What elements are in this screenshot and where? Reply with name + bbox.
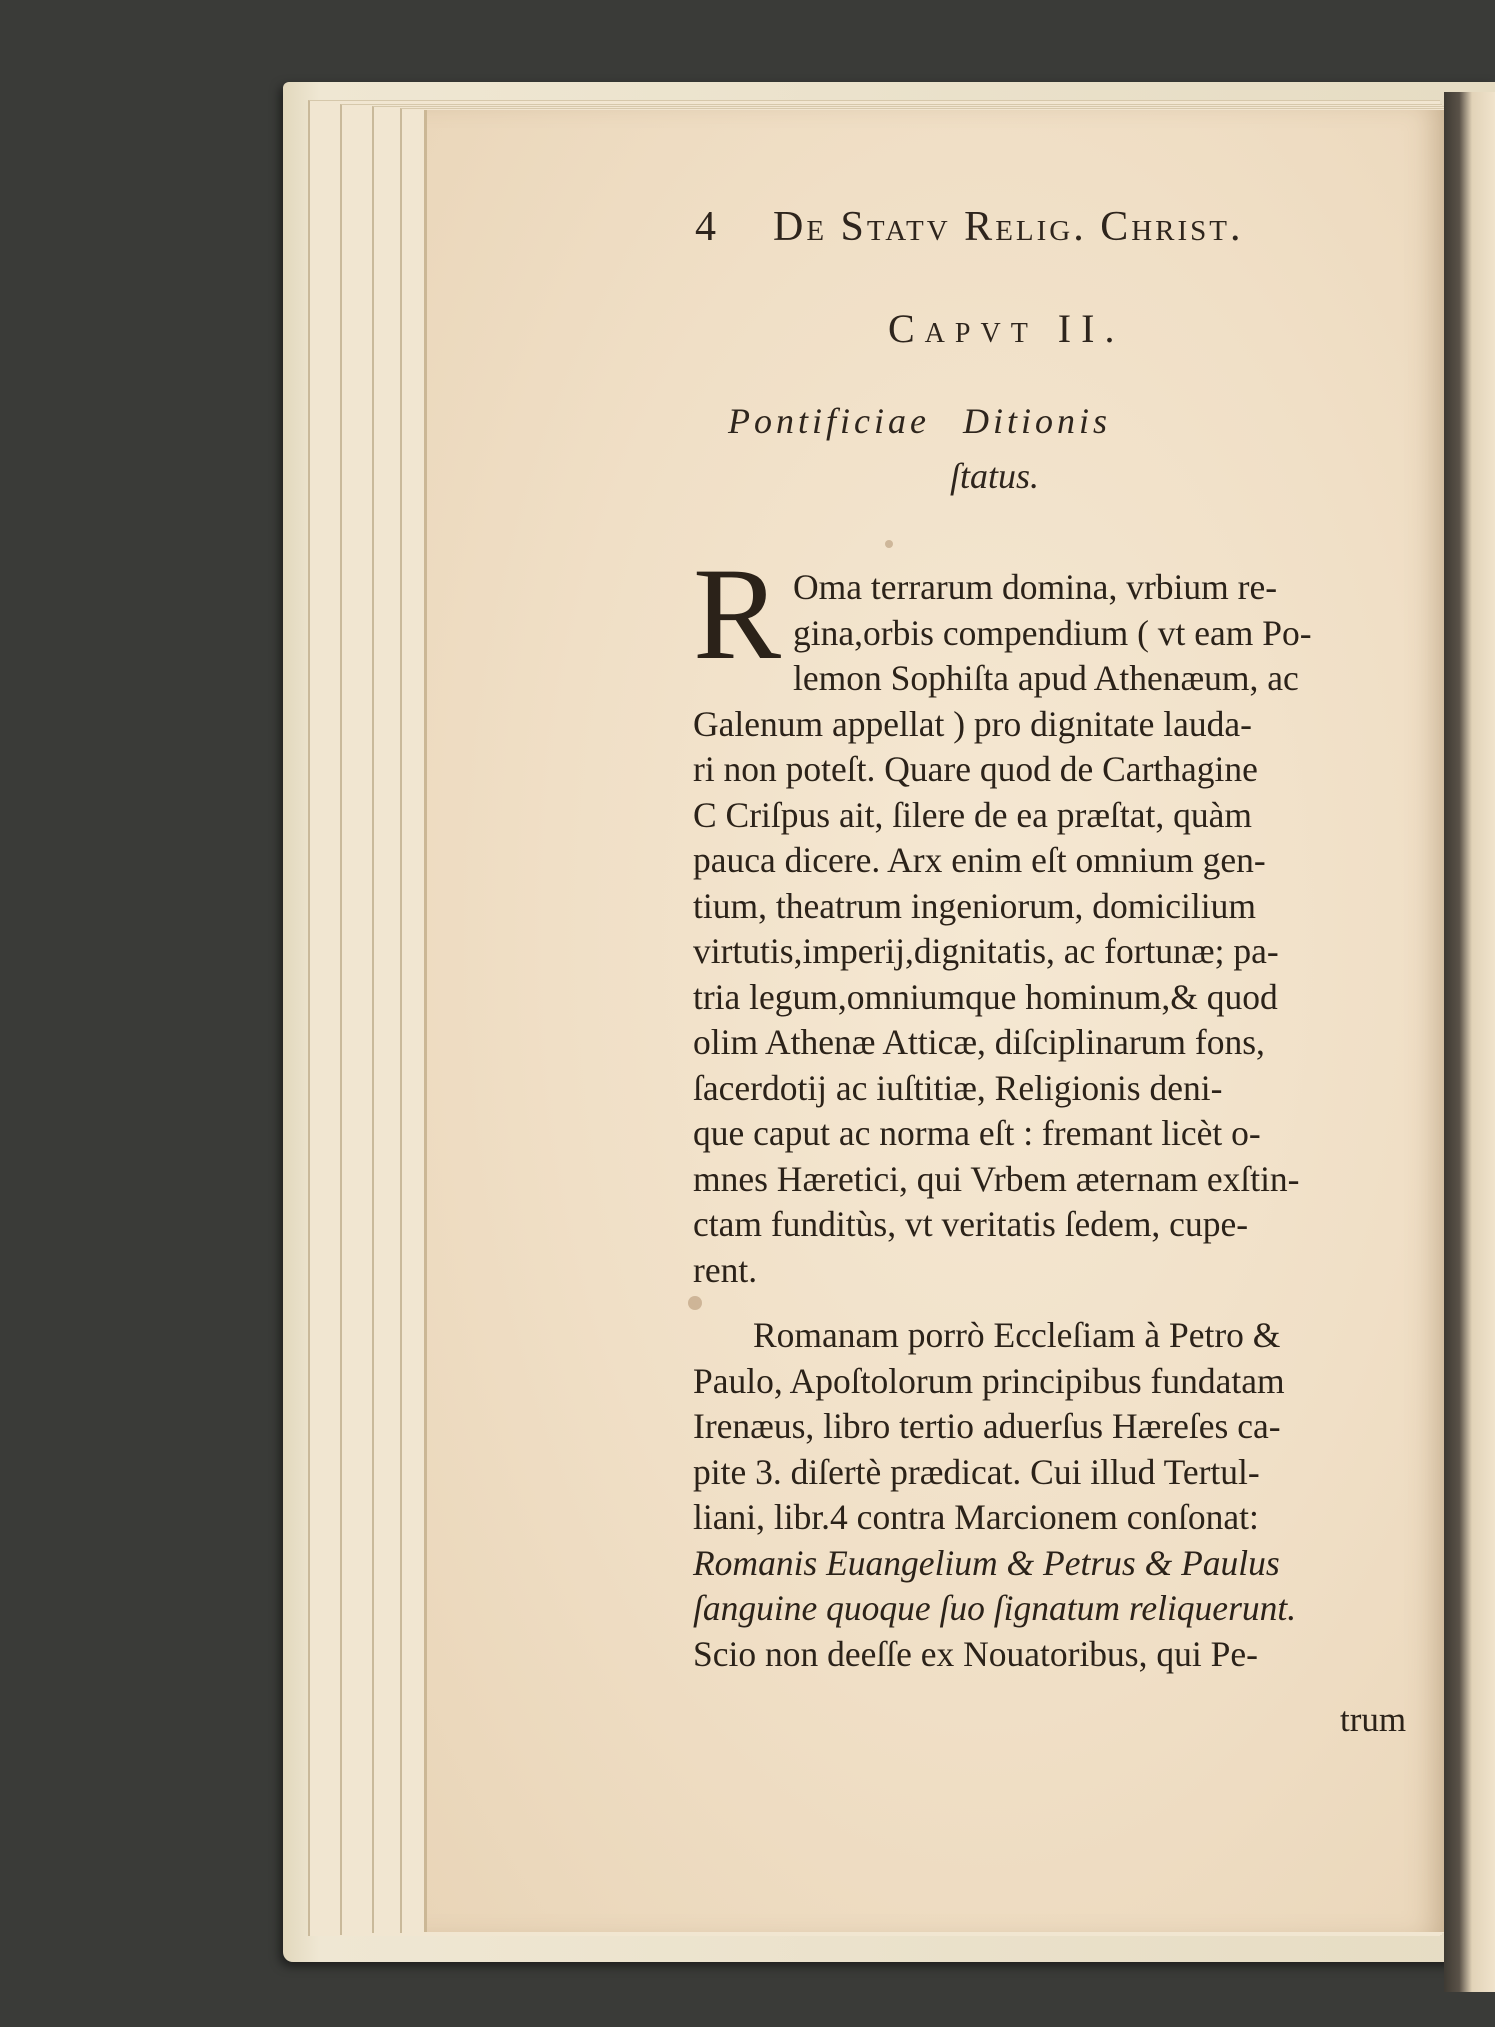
chapter-subtitle: Pontificiae Ditionis xyxy=(728,401,1111,441)
text-line: pauca dicere. Arx enim eſt omnium gen- xyxy=(693,840,1266,880)
paragraph-2 xyxy=(693,1313,1393,1677)
text-line: Romanis Euangelium & Petrus & Paulus xyxy=(693,1542,1280,1583)
text-line: ri non poteſt. Quare quod de Carthagine xyxy=(693,749,1258,789)
running-head xyxy=(695,203,1385,263)
text-line: tria legum,omniumque hominum,& quod xyxy=(693,976,1278,1017)
text-line: Galenum appellat ) pro dignitate lauda- xyxy=(693,703,1252,744)
text-line: ſacerdotij ac iuſtitiæ, Religionis deni- xyxy=(693,1067,1223,1108)
text-line: gina,orbis compendium ( vt eam Po- xyxy=(793,612,1312,653)
text-line: Paulo, Apoſtolorum principibus fundatam xyxy=(693,1360,1285,1401)
chapter-heading: Capvt II. xyxy=(888,306,1125,351)
text-line: Oma terrarum domina, vrbium re- xyxy=(793,567,1278,607)
book-gutter xyxy=(1444,92,1495,1992)
text-line: que caput ac norma eſt : fremant licèt o- xyxy=(693,1113,1261,1153)
page-number: 4 xyxy=(695,204,719,250)
text-line: mnes Hæretici, qui Vrbem æternam exſtin- xyxy=(693,1158,1300,1199)
text-line: rent. xyxy=(693,1249,758,1290)
text-line: olim Athenæ Atticæ, diſciplinarum fons, xyxy=(693,1022,1265,1062)
text-line: Romanam porrò Eccleſiam à Petro & xyxy=(753,1315,1281,1355)
running-title: De Statv Relig. Christ. xyxy=(773,204,1244,250)
drop-cap: R xyxy=(693,540,782,687)
text-line: virtutis,imperij,dignitatis, ac fortunæ; pa- xyxy=(693,931,1279,971)
text-line: liani, libr.4 contra Marcionem conſonat: xyxy=(693,1497,1259,1537)
text-line: Irenæus, libro tertio aduerſus Hæreſes ca- xyxy=(693,1406,1281,1446)
text-line: pite 3. diſertè prædicat. Cui illud Tertul- xyxy=(693,1451,1260,1492)
text-line: tium, theatrum ingeniorum, domicilium xyxy=(693,885,1256,926)
text-line: C Criſpus ait, ſilere de ea præſtat, quàm xyxy=(693,794,1252,835)
text-line: Scio non deeſſe ex Nouatoribus, qui Pe- xyxy=(693,1633,1258,1674)
text-line: lemon Sophiſta apud Athenæum, ac xyxy=(793,658,1299,698)
chapter-subtitle-line-2: ſtatus. xyxy=(950,456,1040,496)
foxing-spot xyxy=(688,1296,702,1310)
foxing-spot xyxy=(885,540,893,548)
catchword: trum xyxy=(1340,1700,1407,1739)
text-line: ſanguine quoque ſuo ſignatum reliquerunt. xyxy=(693,1588,1297,1628)
text-line: ctam funditùs, vt veritatis ſedem, cupe- xyxy=(693,1204,1249,1244)
paragraph-1 xyxy=(693,565,1393,1293)
